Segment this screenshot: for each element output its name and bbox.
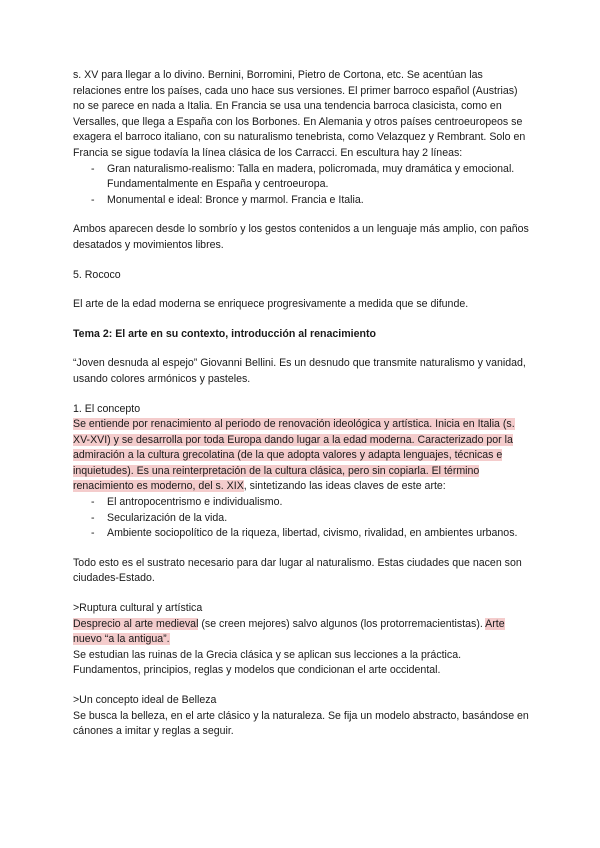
list-item: - Gran naturalismo-realismo: Talla en madera, policromada, muy dramática y emocional. Fundamentalmente en España y centroeuropa. (73, 162, 531, 193)
list-item: - El antropocentrismo e individualismo. (73, 495, 531, 511)
paragraph-naturalismo: Todo esto es el sustrato necesario para dar lugar al naturalismo. Estas ciudades que nacen son ciudades-Estado. (73, 556, 522, 585)
paragraph-both-lines: Ambos aparecen desde lo sombrío y los gestos contenidos a un lenguaje más amplio, con paños desatados y movimientos libres. (73, 223, 529, 251)
section-rococo: 5. Rococo (73, 268, 121, 281)
section-belleza: >Un concepto ideal de Belleza (73, 694, 217, 706)
paragraph-baroque: s. XV para llegar a lo divino. Bernini, Borromini, Pietro de Cortona, etc. Se acentúan las relaciones entre los países, cada uno hace sus versiones. El primer barroco español (Austrias) no se parece en nada a Italia. En Francia se usa una tendencia barroca clasicista, como en Versalles, que llega a España con los Borbones. En Alemania y otros países centroeuropeos se exagera el barroco italiano, con su naturalismo tenebrista, como Velazquez y Rembrant. Solo en Francia se sigue todavía la línea clásica de los Carracci. En escultura hay 2 líneas: (73, 69, 526, 159)
paragraph-modern-art: El arte de la edad moderna se enriquece progresivamente a medida que se difunde. (73, 298, 469, 311)
list-item: - Secularización de la vida. (73, 511, 531, 527)
paragraph-renacimiento (73, 417, 531, 495)
sculpture-lines-list (73, 162, 531, 209)
section-ruptura-cultural: >Ruptura cultural y artística (73, 602, 203, 615)
section-el-concepto: 1. El concepto (73, 402, 141, 415)
list-item: - Ambiente sociopolítico de la riqueza, libertad, civismo, rivalidad, en ambientes urbanos. (73, 526, 531, 542)
list-item: - Monumental e ideal: Bronce y marmol. Francia e Italia. (73, 193, 531, 209)
key-ideas-list (73, 495, 531, 542)
highlighted-text: Se entiende por renacimiento al periodo de renovación ideológica y artística. Inicia en Italia (s. XV-XVI) y se desarrolla por toda Europa dando lugar a la edad moderna. Caracterizado por la admiración a la cultura grecolatina (de la que adopta valores y adapta lenguajes, técnicas e inquietudes). Es una reinterpretación de la cultura clásica, pero sin copiarla. El término renacimiento es moderno, del s. XIX (73, 418, 515, 493)
paragraph-belleza: Se busca la belleza, en el arte clásico y la naturaleza. Se fija un modelo abstracto, basándose en cánones a imitar y reglas a seguir. (73, 709, 529, 738)
paragraph-ruptura (73, 617, 531, 648)
paragraph-bellini: “Joven desnuda al espejo” Giovanni Bellini. Es un desnudo que transmite naturalismo y vanidad, usando colores armónicos y pasteles. (73, 357, 526, 385)
highlighted-text: Desprecio al arte medieval (73, 617, 199, 630)
paragraph-text: (se creen mejores) salvo algunos (los protorremacientistas). (198, 617, 486, 630)
heading-tema-2: Tema 2: El arte en su contexto, introducción al renacimiento (73, 327, 376, 340)
document-page (73, 68, 531, 740)
paragraph-grecia: Se estudian las ruinas de la Grecia clásica y se aplican sus lecciones a la práctica. Fundamentos, principios, reglas y modelos que condicionan el arte occidental. (73, 648, 462, 677)
highlighted-text: Arte nuevo “a la antigua”. (73, 617, 505, 646)
paragraph-text: , sintetizando las ideas claves de este arte: (243, 480, 446, 493)
